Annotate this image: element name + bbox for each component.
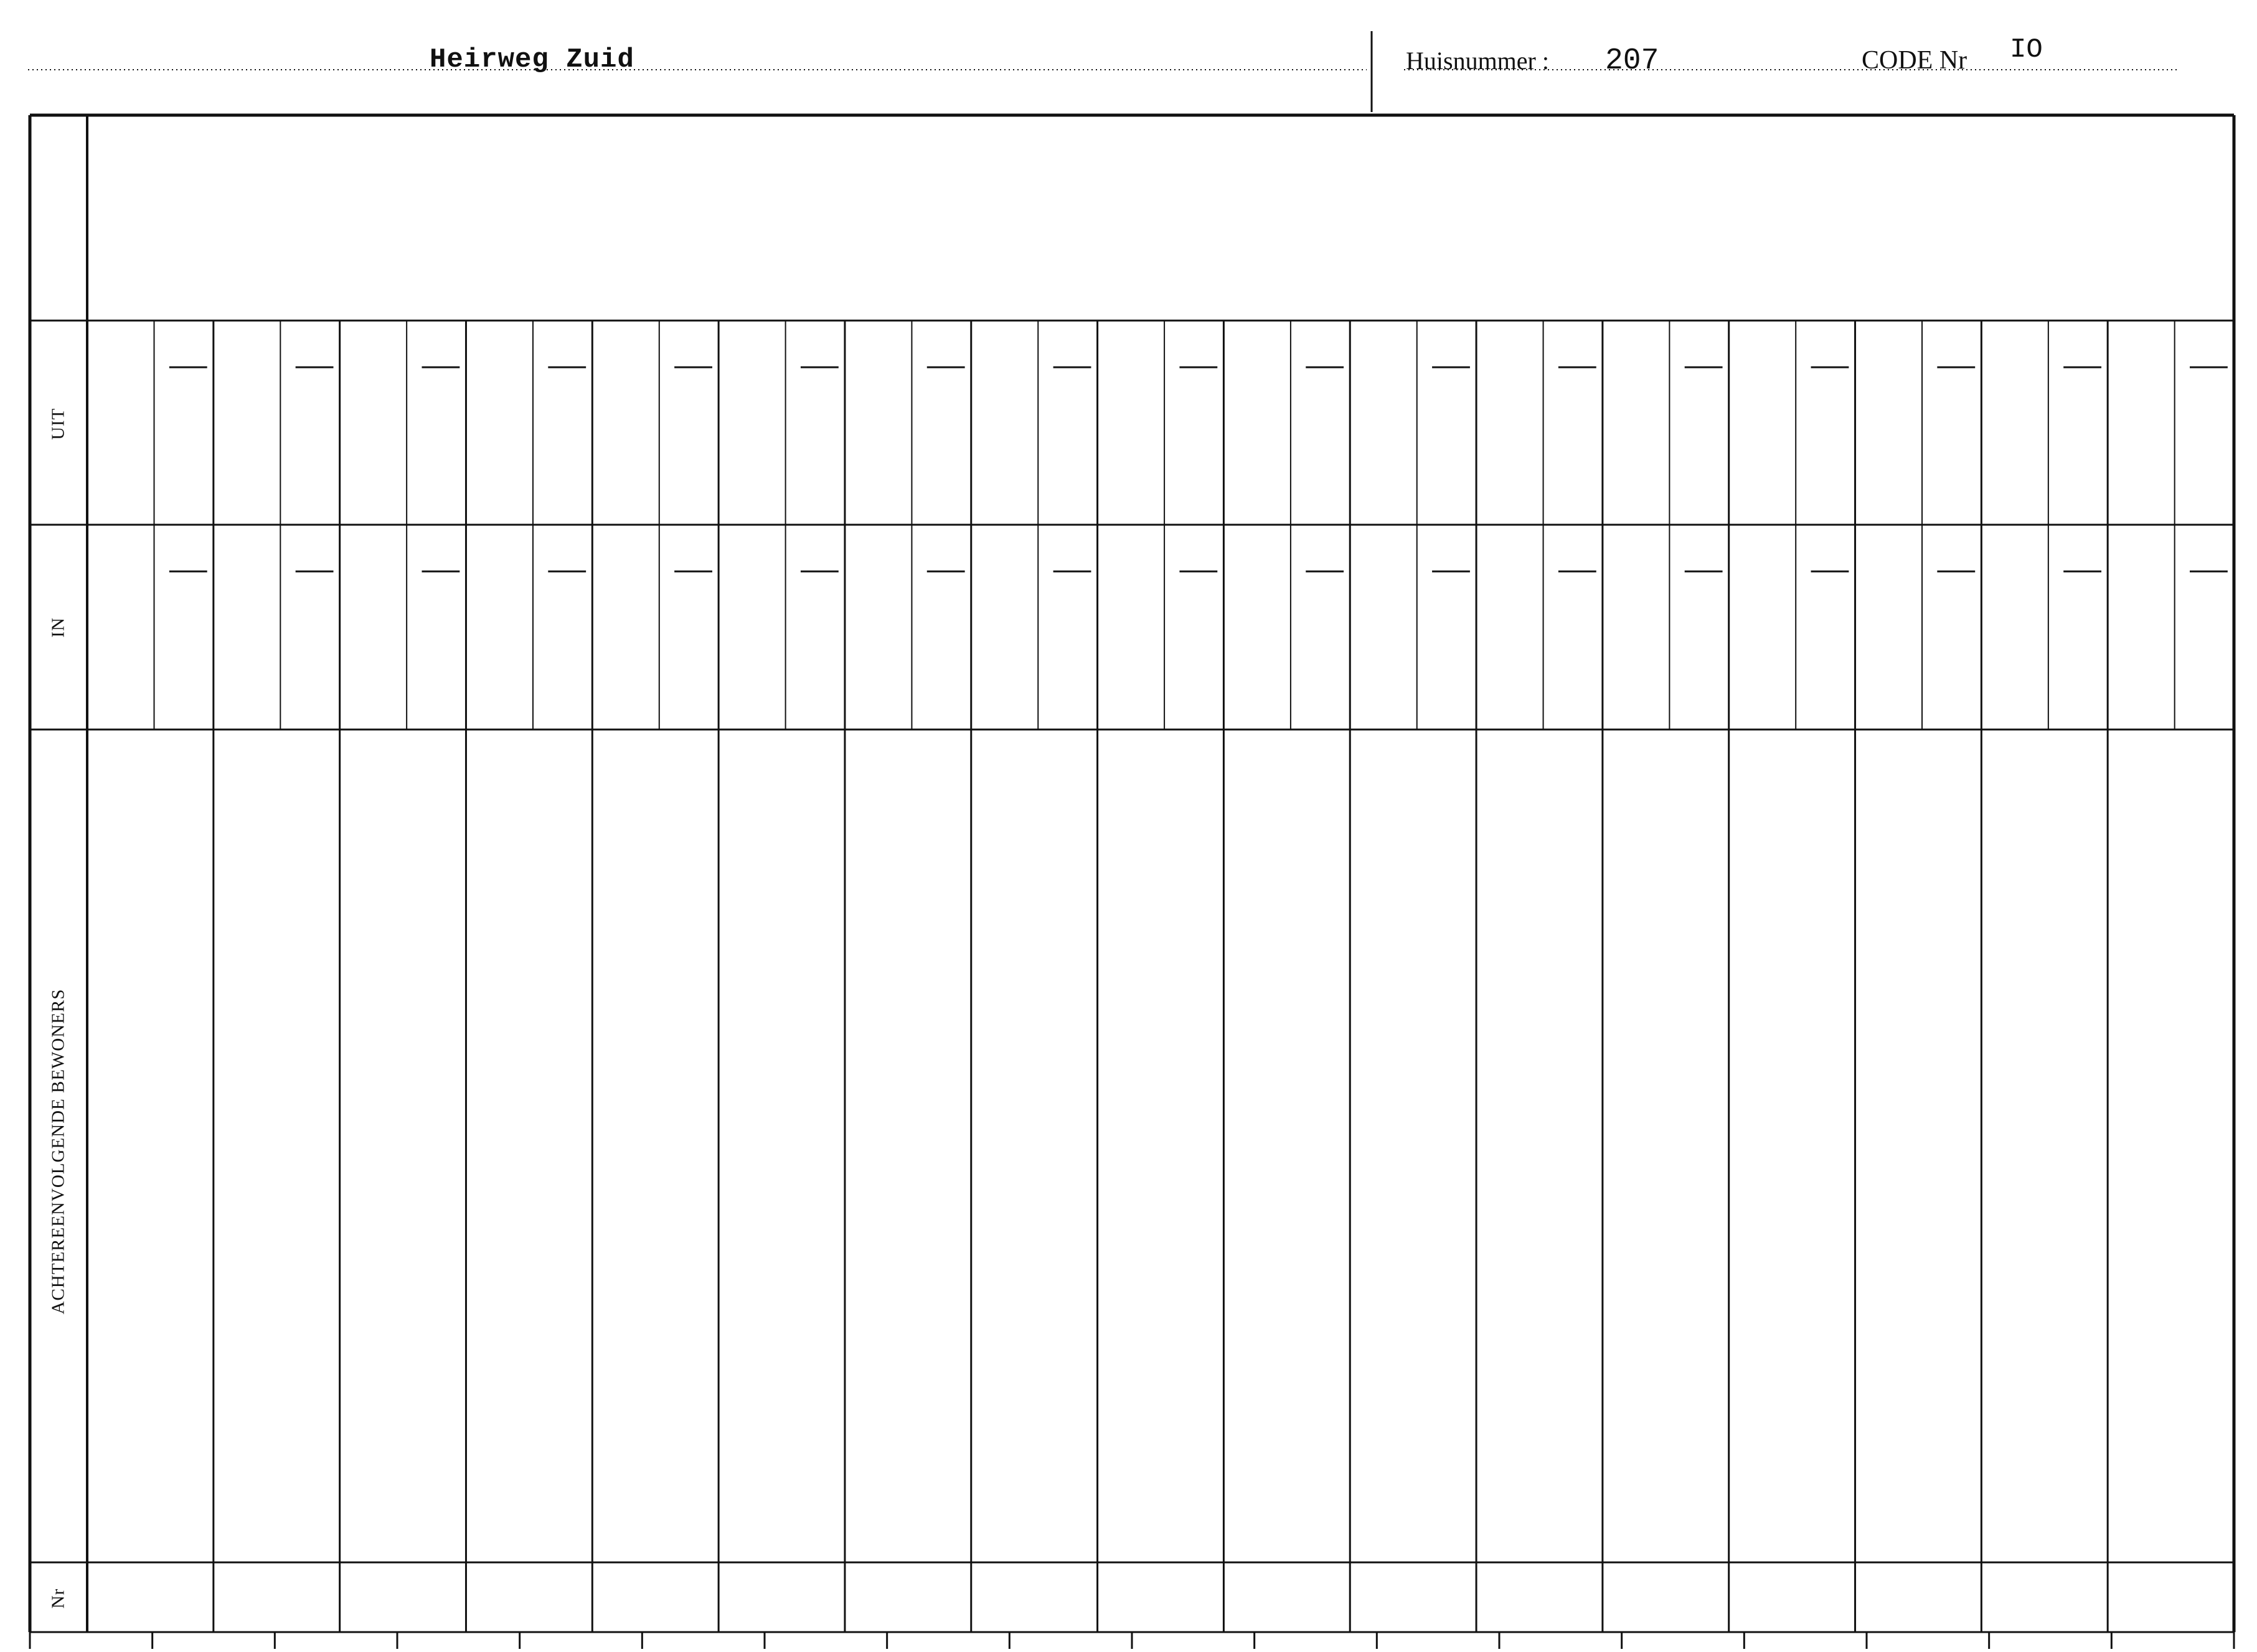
uit-label-text: UIT — [48, 408, 68, 440]
residents-label-text: ACHTEREENVOLGENDE BEWONERS — [48, 988, 68, 1315]
in-label-text: IN — [48, 617, 68, 638]
code-value: IO — [2010, 34, 2043, 65]
house-number-label: Huisnummer : — [1406, 47, 1549, 75]
code-label: CODE Nr — [1862, 46, 1967, 75]
street-name: Heirweg Zuid — [430, 44, 634, 75]
house-number-value: 207 — [1605, 44, 1659, 78]
nr-label-text: Nr — [48, 1588, 68, 1609]
